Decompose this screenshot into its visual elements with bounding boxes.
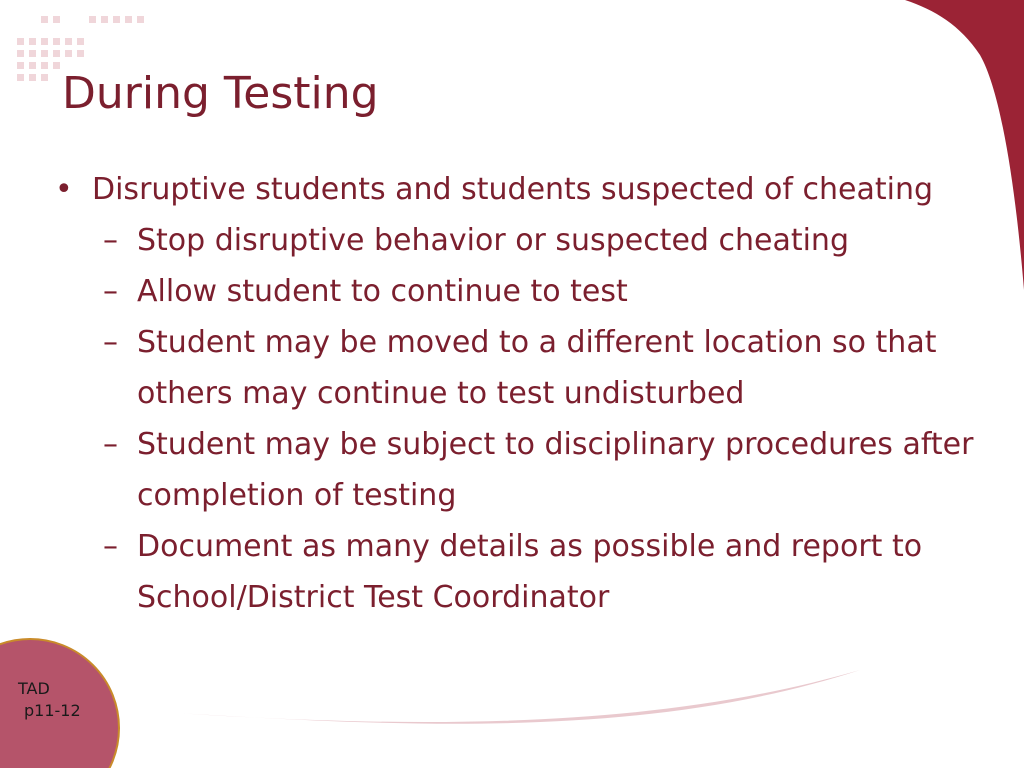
- bullet-item: [55, 164, 985, 215]
- pattern-dot: [77, 50, 84, 57]
- dash-icon: –: [103, 427, 118, 462]
- pattern-dot: [53, 16, 60, 23]
- bottom-swoosh: [160, 670, 860, 724]
- pattern-dot: [113, 16, 120, 23]
- subpoint-text: Allow student to continue to test: [137, 274, 628, 309]
- pattern-dot: [65, 38, 72, 45]
- pattern-dot: [53, 62, 60, 69]
- subpoint-item: [55, 215, 985, 266]
- pattern-dot: [41, 38, 48, 45]
- pattern-dot: [137, 16, 144, 23]
- pattern-dot: [17, 50, 24, 57]
- pattern-dot: [17, 38, 24, 45]
- slide-title: During Testing: [62, 68, 379, 119]
- subpoint-item: [55, 521, 985, 623]
- dash-icon: –: [103, 223, 118, 258]
- subpoint-text: Document as many details as possible and report to School/District Test Coordinator: [137, 529, 923, 615]
- subpoint-text: Student may be moved to a different location so that others may continue to test undisturbed: [137, 325, 937, 411]
- pattern-dot: [89, 16, 96, 23]
- pattern-dot: [77, 38, 84, 45]
- pattern-dot: [41, 50, 48, 57]
- subpoint-item: [55, 317, 985, 419]
- subpoint-item: [55, 419, 985, 521]
- pattern-dot: [65, 50, 72, 57]
- pattern-dot: [41, 16, 48, 23]
- pattern-dot: [17, 62, 24, 69]
- pattern-dot: [29, 74, 36, 81]
- pattern-dot: [53, 38, 60, 45]
- subpoint-item: [55, 266, 985, 317]
- dash-icon: –: [103, 529, 118, 564]
- pattern-dot: [29, 62, 36, 69]
- slide-content: [55, 164, 985, 623]
- pattern-dot: [101, 16, 108, 23]
- pattern-dot: [125, 16, 132, 23]
- reference-badge-text: [18, 678, 81, 723]
- dash-icon: –: [103, 274, 118, 309]
- subpoint-text: Student may be subject to disciplinary procedures after completion of testing: [137, 427, 974, 513]
- bullet-text: Disruptive students and students suspected of cheating: [92, 172, 933, 207]
- subpoint-text: Stop disruptive behavior or suspected cheating: [137, 223, 849, 258]
- pattern-dot: [53, 50, 60, 57]
- pattern-dot: [41, 62, 48, 69]
- badge-label: TAD: [18, 679, 50, 698]
- pattern-dot: [29, 50, 36, 57]
- bullet-dot-icon: •: [55, 172, 73, 207]
- pattern-dot: [41, 74, 48, 81]
- badge-page-ref: p11-12: [24, 701, 81, 721]
- pattern-dot: [17, 74, 24, 81]
- pattern-dot: [29, 38, 36, 45]
- dash-icon: –: [103, 325, 118, 360]
